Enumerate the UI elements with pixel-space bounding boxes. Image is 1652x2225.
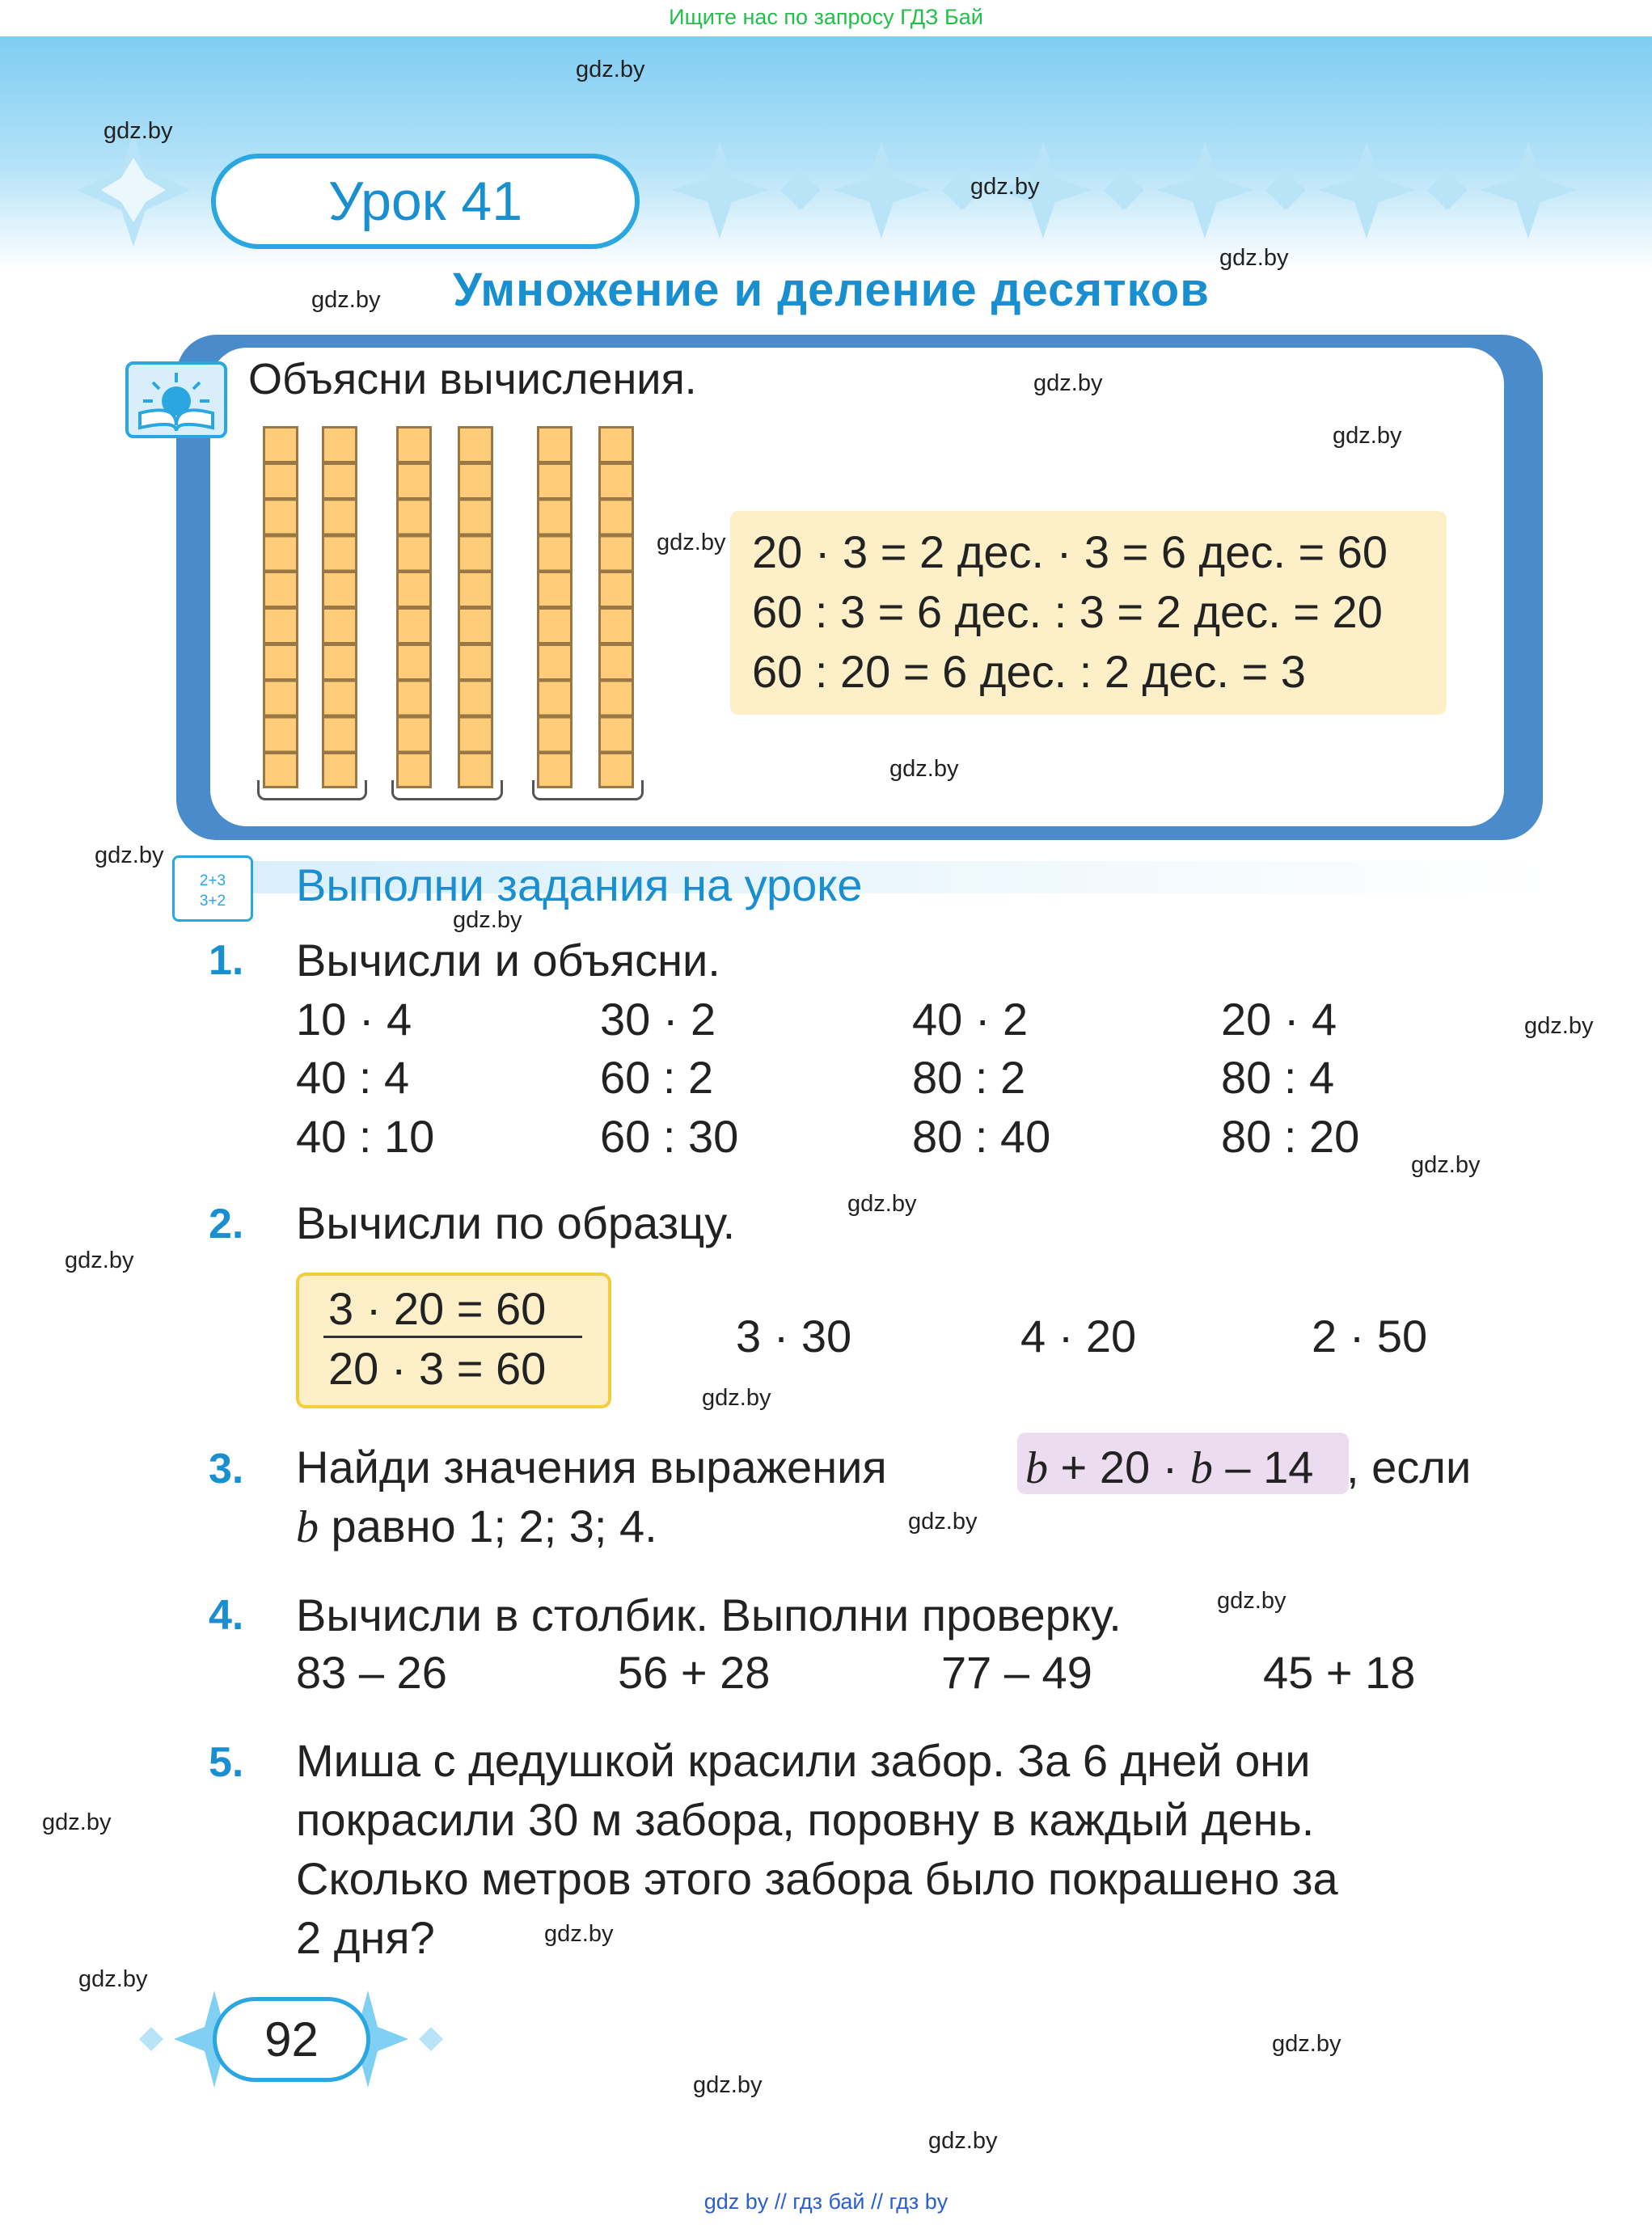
task-cell: 3 · 30	[736, 1311, 852, 1362]
task-cell: 56 + 28	[618, 1647, 771, 1698]
ten-rod	[396, 426, 432, 788]
watermark: gdz.by	[1033, 370, 1103, 396]
task-number: 4.	[209, 1592, 244, 1639]
task-cell: 45 + 18	[1263, 1647, 1416, 1698]
task-text-part: равно 1; 2; 3; 4.	[319, 1501, 657, 1552]
section-heading: Выполни задания на уроке	[296, 859, 863, 910]
watermark: gdz.by	[657, 530, 726, 555]
watermark: gdz.by	[970, 174, 1040, 200]
open-book-sun-icon	[125, 361, 227, 438]
page-number: 92	[213, 1997, 370, 2082]
expression-part: – 14	[1212, 1442, 1314, 1492]
task-text: Найди значения выражения	[296, 1442, 887, 1492]
task-number: 1.	[209, 937, 244, 984]
task-text: Вычисли и объясни.	[296, 935, 720, 986]
sample-line: 20 · 3 = 60	[328, 1343, 547, 1394]
lesson-title: Умножение и деление десятков	[453, 264, 1210, 316]
formula-line: 60 : 20 = 6 дес. : 2 дес. = 3	[752, 646, 1306, 697]
watermark: gdz.by	[311, 287, 381, 313]
task-cell: 2 · 50	[1312, 1311, 1428, 1362]
expression-part: + 20 ·	[1048, 1442, 1190, 1492]
formula-line: 60 : 3 = 6 дес. : 3 = 2 дес. = 20	[752, 586, 1383, 637]
search-hint[interactable]: Ищите нас по запросу ГДЗ Бай	[669, 5, 983, 29]
task-text-line: покрасили 30 м забора, поровну в каждый день.	[296, 1794, 1315, 1845]
ten-rod	[598, 426, 634, 788]
watermark: gdz.by	[1524, 1013, 1594, 1039]
task-text	[296, 1500, 657, 1553]
task-text: Вычисли по образцу.	[296, 1197, 736, 1248]
ten-rod	[537, 426, 572, 788]
task-cell: 10 · 4	[296, 994, 412, 1045]
blackboard-line: 2+3	[199, 872, 226, 889]
watermark: gdz.by	[104, 118, 173, 144]
ornament-star-icon	[77, 133, 190, 247]
watermark: gdz.by	[928, 2128, 998, 2154]
ornament-band-icon	[671, 141, 1577, 239]
variable: b	[296, 1502, 319, 1552]
watermark: gdz.by	[78, 1966, 148, 1992]
watermark: gdz.by	[847, 1191, 917, 1217]
lesson-number-badge: Урок 41	[211, 154, 640, 249]
ten-rod	[322, 426, 357, 788]
footer-links[interactable]: gdz by // гдз бай // гдз by	[703, 2189, 949, 2214]
task-cell: 80 : 2	[912, 1052, 1026, 1103]
task-text-line: Миша с дедушкой красили забор. За 6 дней они	[296, 1735, 1311, 1786]
ten-rod	[263, 426, 298, 788]
ten-rod	[458, 426, 493, 788]
task-cell: 30 · 2	[600, 994, 716, 1045]
blackboard-line: 3+2	[199, 893, 226, 910]
task-cell: 77 – 49	[941, 1647, 1092, 1698]
task-cell: 4 · 20	[1020, 1311, 1137, 1362]
watermark: gdz.by	[1219, 245, 1289, 271]
task-cell: 83 – 26	[296, 1647, 447, 1698]
watermark: gdz.by	[544, 1921, 614, 1947]
watermark: gdz.by	[42, 1809, 112, 1835]
variable: b	[1025, 1443, 1048, 1493]
watermark: gdz.by	[889, 756, 959, 782]
task-cell: 60 : 30	[600, 1111, 739, 1162]
sample-divider	[323, 1336, 582, 1338]
watermark: gdz.by	[453, 907, 522, 933]
task-cell: 40 : 10	[296, 1111, 435, 1162]
watermark: gdz.by	[576, 57, 645, 82]
explain-heading: Объясни вычисления.	[248, 355, 697, 403]
variable: b	[1189, 1443, 1213, 1493]
watermark: gdz.by	[95, 842, 164, 868]
task-text: Вычисли в столбик. Выполни проверку.	[296, 1590, 1122, 1640]
watermark: gdz.by	[908, 1509, 978, 1535]
task-number: 2.	[209, 1201, 244, 1248]
task-number: 3.	[209, 1446, 244, 1492]
watermark: gdz.by	[693, 2072, 763, 2098]
expression	[1025, 1441, 1313, 1494]
task-cell: 40 · 2	[912, 994, 1029, 1045]
watermark: gdz.by	[65, 1248, 134, 1273]
blackboard-icon	[172, 855, 253, 922]
task-number: 5.	[209, 1739, 244, 1786]
task-cell: 80 : 20	[1221, 1111, 1360, 1162]
task-cell: 60 : 2	[600, 1052, 714, 1103]
task-cell: 80 : 40	[912, 1111, 1051, 1162]
sample-line: 3 · 20 = 60	[328, 1283, 547, 1334]
task-cell: 40 : 4	[296, 1052, 410, 1103]
task-text-line: Сколько метров этого забора было покрашено за	[296, 1853, 1338, 1904]
watermark: gdz.by	[1272, 2031, 1341, 2057]
watermark: gdz.by	[702, 1385, 771, 1411]
task-cell: 20 · 4	[1221, 994, 1337, 1045]
watermark: gdz.by	[1217, 1588, 1287, 1614]
task-text-line: 2 дня?	[296, 1912, 435, 1963]
watermark: gdz.by	[1333, 423, 1402, 449]
task-text: , если	[1346, 1442, 1472, 1492]
group-bracket	[257, 780, 367, 800]
watermark: gdz.by	[1411, 1152, 1481, 1178]
task-cell: 80 : 4	[1221, 1052, 1335, 1103]
group-bracket	[391, 780, 503, 800]
formula-line: 20 · 3 = 2 дес. · 3 = 6 дес. = 60	[752, 526, 1388, 577]
group-bracket	[532, 780, 644, 800]
